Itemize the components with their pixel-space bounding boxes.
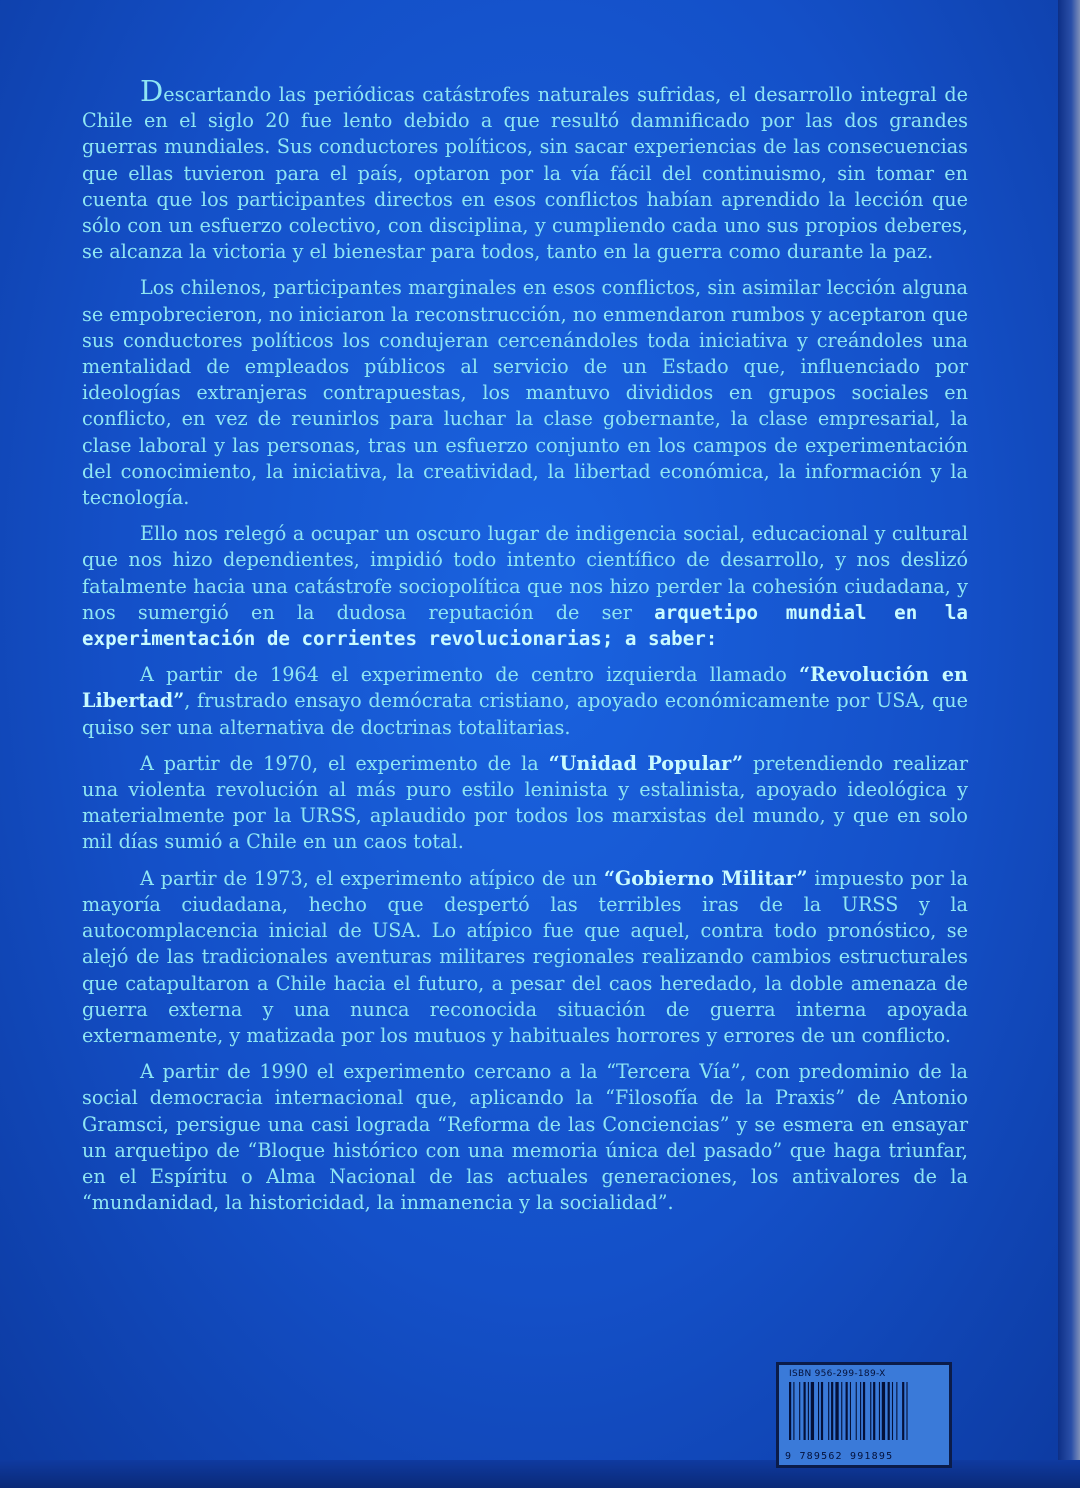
barcode-bars: [787, 1382, 943, 1450]
barcode-bar: [835, 1382, 838, 1440]
paragraph-text: Los chilenos, participantes marginales en esos conflictos, sin asimilar lección alguna se empobrecieron, no iniciaron la reconstrucción, no enmendaron rumbos y aceptaron que sus conductores políticos los condujeran cercenándoles toda iniciativa y creándoles una mentalidad de empleados públicos al servicio de un Estado que, influenciado por ideologías extranjeras contrapuestas, los mantuvo divididos en grupos sociales en conflicto, en vez de reunirlos para luchar la clase gobernante, la clase empresarial, la clase laboral y las personas, tras un esfuerzo conjunto en los campos de experimentación del conocimiento, la iniciativa, la creatividad, la libertad económica, la información y la tecnología.: [82, 276, 968, 510]
barcode-bar: [892, 1382, 893, 1440]
barcode-bar: [888, 1382, 890, 1440]
barcode-bar: [821, 1382, 823, 1440]
paragraph-1964: [82, 662, 968, 741]
paragraph-relego: [82, 521, 968, 652]
highlight-unidad-popular: “Unidad Popular”: [548, 751, 744, 775]
barcode-bar: [846, 1382, 848, 1440]
paragraph-text: pretendiendo realizar una violenta revolución al más puro estilo leninista y estalinista, apoyado ideológica y materialmente por la URSS, aplaudido por todos los marxistas del mundo, y que en solo mil días sumió a Chile en un caos total.: [82, 751, 969, 854]
barcode-bar: [860, 1382, 861, 1440]
barcode-bar: [831, 1382, 833, 1440]
paragraph-chilenos: [82, 275, 968, 511]
paragraph-text: A partir de 1970, el experimento de la: [140, 751, 549, 775]
paragraph-text: , frustrado ensayo demócrata cristiano, apoyado económicamente por USA, que quiso ser una alternativa de doctrinas totalitarias.: [82, 689, 968, 739]
paragraph-intro: [82, 74, 968, 265]
isbn-barcode: [776, 1362, 952, 1468]
paragraph-text: A partir de 1973, el experimento atípico de un: [140, 866, 604, 890]
barcode-bar: [841, 1382, 842, 1440]
barcode-bar: [789, 1382, 791, 1440]
highlight-arquetipo: arquetipo mundial en la experimentación de corrientes revolucionarias; a saber:: [82, 600, 968, 651]
paragraph-text: A partir de 1990 el experimento cercano a la “Tercera Vía”, con predominio de la social democracia internacional que, aplicando la “Filosofía de la Praxis” de Antonio Gramsci, persigue una casi lograda “Reforma de las Conciencias” y se esmera en ensayar un arquetipo de “Bloque histórico con una memoria única del pasado” que haga triunfar, en el Espíritu o Alma Nacional de las actuales generaciones, los antivalores de la “mundanidad, la historicidad, la inmanencia y la socialidad”.: [82, 1060, 968, 1215]
barcode-bar: [799, 1382, 800, 1440]
barcode-bar: [879, 1382, 880, 1440]
barcode-bar: [850, 1382, 851, 1440]
back-cover-text: [82, 74, 969, 1226]
barcode-bar: [882, 1382, 885, 1440]
paragraph-text: escartando las periódicas catástrofes naturales sufridas, el desarrollo integral de Chile en el siglo 20 fue lento debido a que resultó damnificado por las dos grandes guerras mundiales. Sus conductores políticos, sin sacar experiencias de las consecuencias que ellas tuvieron para el país, optaron por la vía fácil del continuismo, sin tomar en cuenta que los participantes directos en esos conflictos habían aprendido la lección que sólo con un esfuerzo colectivo, con disciplina, y cumpliendo cada uno sus propios deberes, se alcanza la victoria y el bienestar para todos, tanto en la guerra como durante la paz.: [82, 83, 968, 264]
barcode-bar: [828, 1382, 829, 1440]
drop-cap: D: [140, 74, 164, 108]
paragraph-text: impuesto por la mayoría ciudadana, hecho que despertó las terribles iras de la URSS y la autocomplacencia inicial de USA. Lo atípico fue que aquel, contra todo pronóstico, se alejó de las tradicionales aventuras militares regionales realizando cambios estructurales que catapultaron a Chile hacia el futuro, a pesar del caos heredado, la doble amenaza de guerra externa y una nunca reconocida situación de guerra interna apoyada externamente, y matizada por los mutuos y habituales horrores y errores de un conflicto.: [82, 866, 969, 1047]
barcode-bar: [896, 1382, 897, 1440]
barcode-bar: [906, 1382, 907, 1440]
barcode-bar: [902, 1382, 904, 1440]
barcode-bar: [870, 1382, 871, 1440]
barcode-bar: [793, 1382, 794, 1440]
paragraph-1970: [82, 751, 968, 856]
barcode-bar: [863, 1382, 865, 1440]
barcode-bar: [808, 1382, 809, 1440]
barcode-bar: [856, 1382, 857, 1440]
paragraph-1973: [82, 866, 968, 1049]
paragraph-text: Ello nos relegó a ocupar un oscuro lugar de indigencia social, educacional y cultural que nos hizo dependientes, impidió todo intento científico de desarrollo, y nos deslizó fatalmente hacia una catástrofe sociopolítica que nos hizo perder la cohesión ciudadana, y nos sumergió en la dudosa reputación de ser: [82, 522, 968, 624]
highlight-gobierno-militar: “Gobierno Militar”: [603, 866, 808, 890]
barcode-bar: [873, 1382, 875, 1440]
isbn-label: ISBN 956-299-189-X: [789, 1369, 886, 1379]
barcode-bar: [811, 1382, 814, 1440]
barcode-bar: [818, 1382, 819, 1440]
barcode-digits: 9 789562 991895: [785, 1451, 894, 1462]
barcode-bar: [804, 1382, 806, 1440]
paragraph-text: A partir de 1964 el experimento de centro izquierda llamado: [140, 663, 799, 687]
paragraph-1990: [82, 1059, 968, 1216]
book-right-edge: [1058, 0, 1080, 1488]
highlight-revolucion-libertad: “Revolución en Libertad”: [82, 663, 968, 713]
